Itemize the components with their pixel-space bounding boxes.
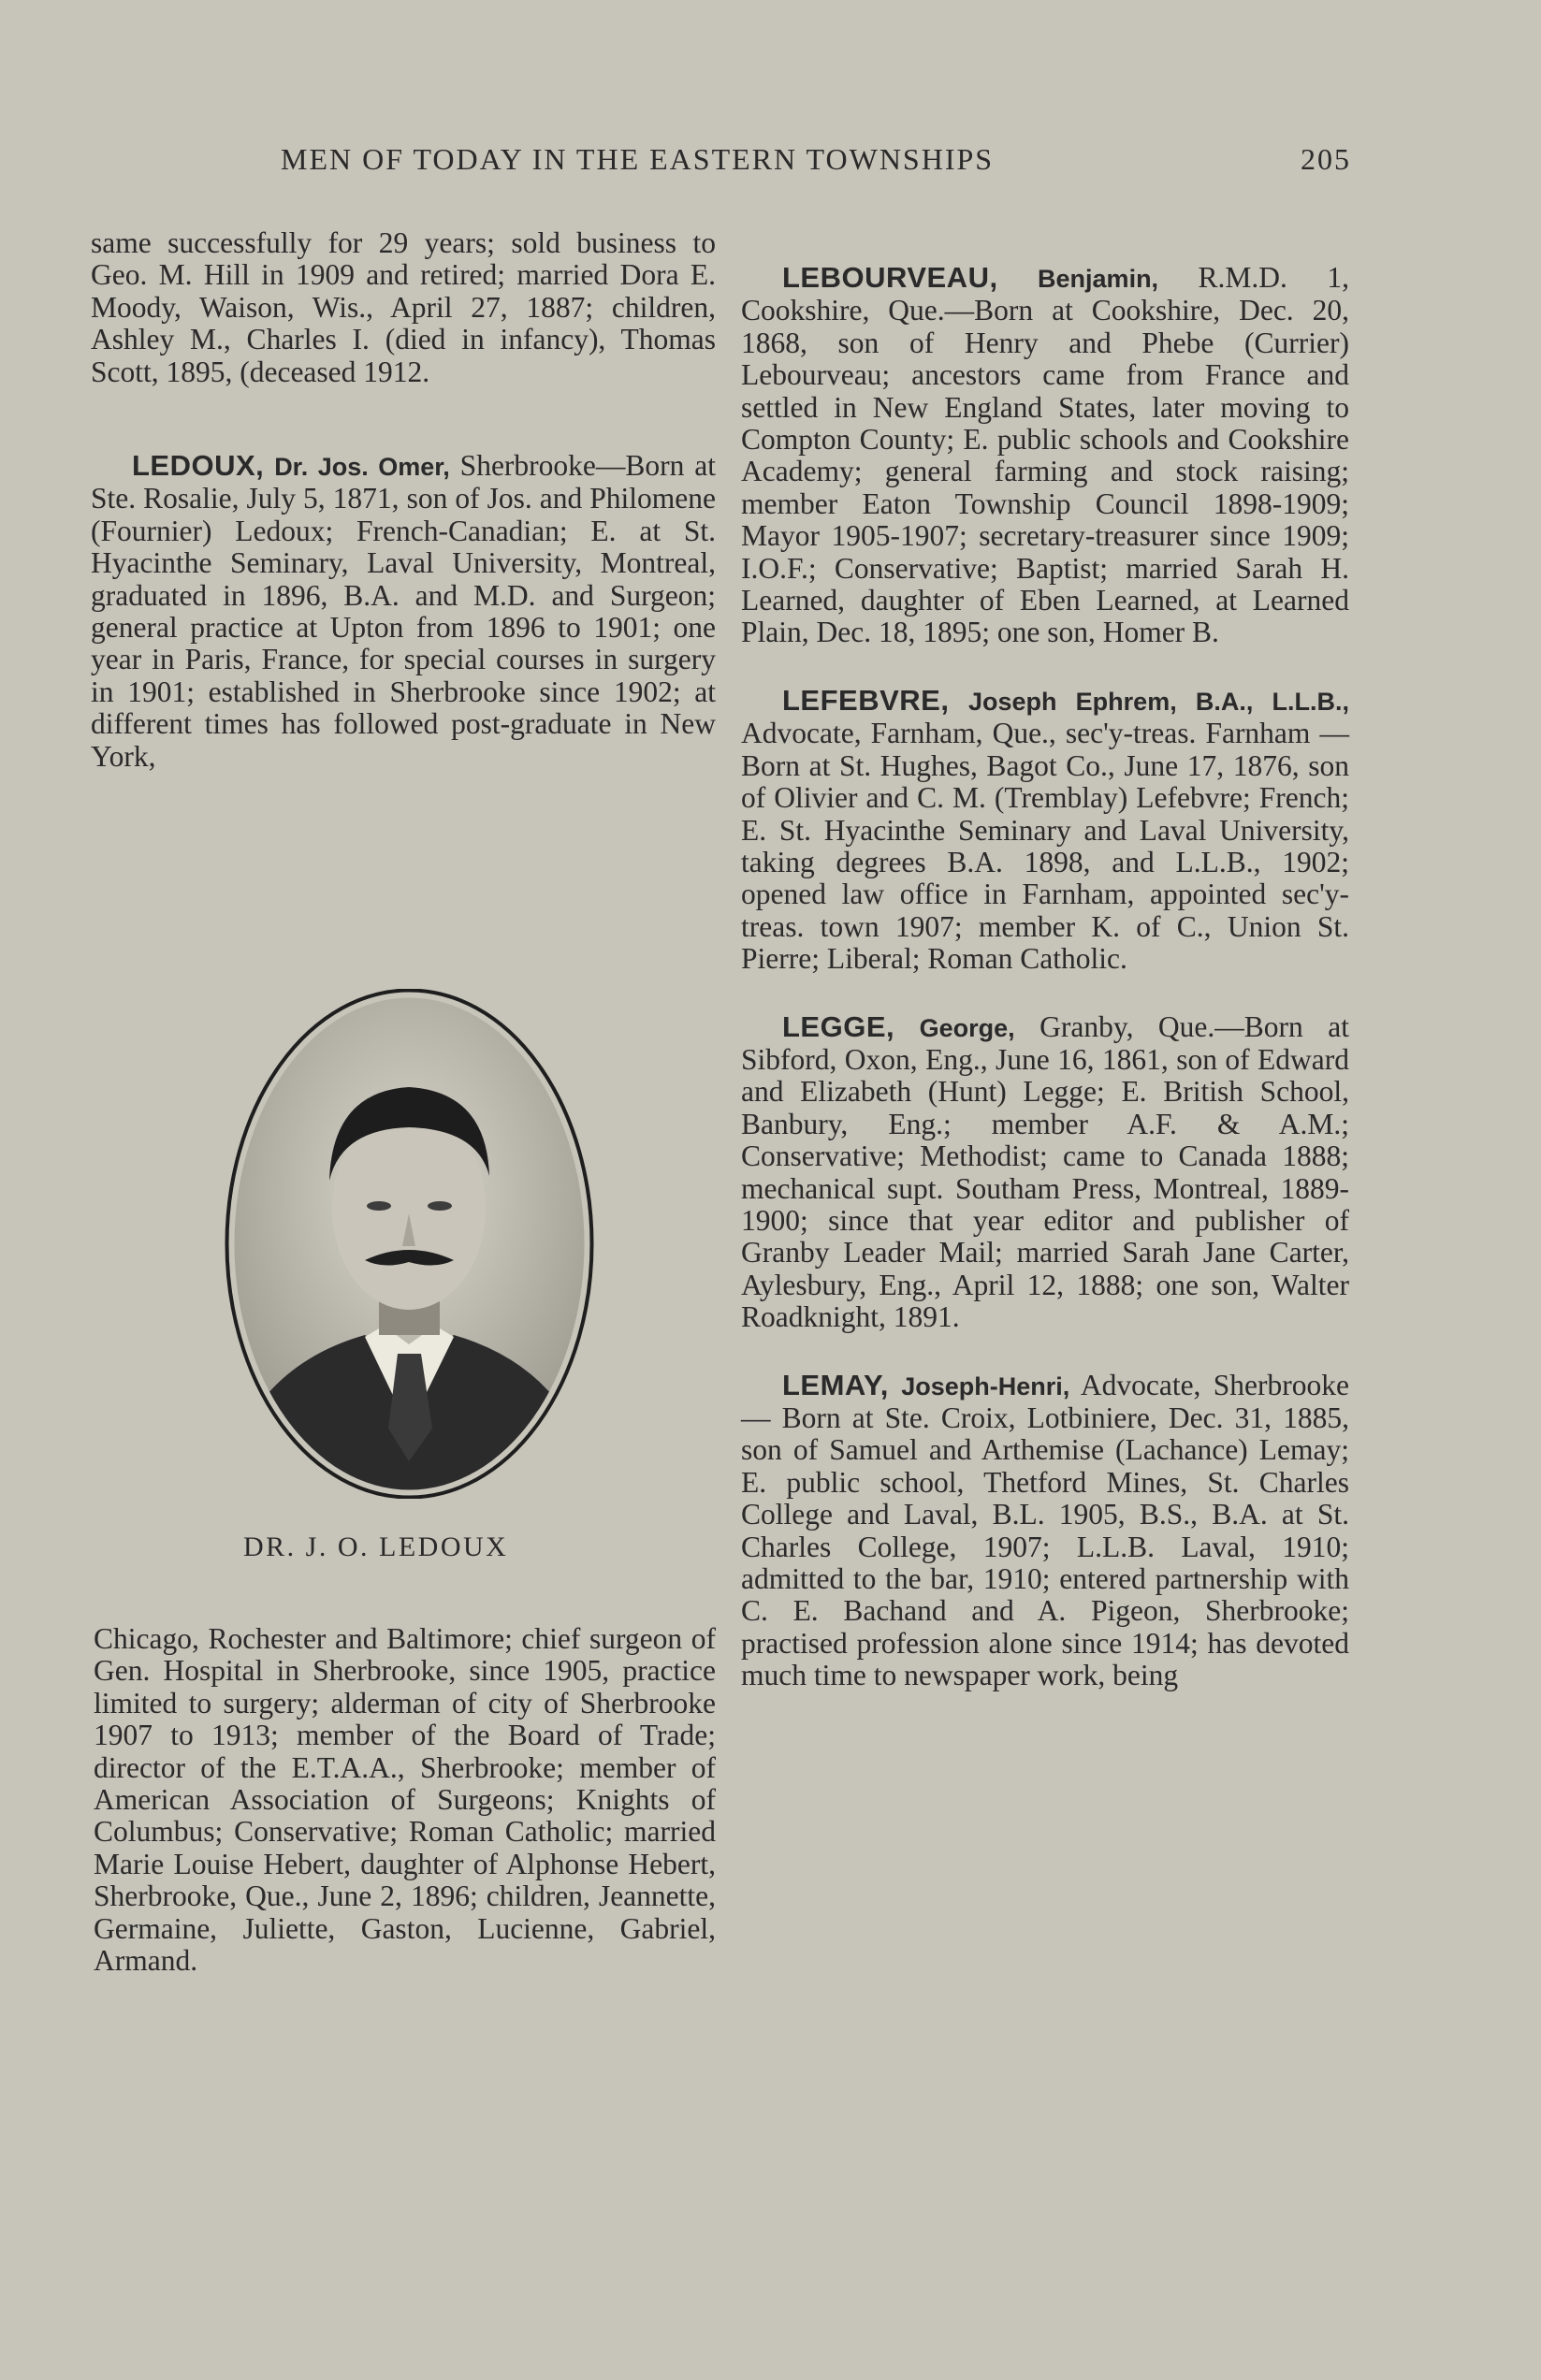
- entry-text: R.M.D. 1, Cookshire, Que.—Born at Cookshire, Dec. 20, 1868, son of Henry and Phebe (Currier) Lebourveau; ancestors came from France and settled in New England States, later moving to Compton County; E. public schools and Cookshire Academy; general farming and stock raising; member Eaton Township Council 1898-1909; Mayor 1905-1907; secretary-treasurer since 1909; I.O.F.; Conservative; Baptist; married Sarah H. Learned, daughter of Eben Learned, at Learned Plain, Dec. 18, 1895; one son, Homer B.: [741, 261, 1349, 649]
- entry-ledoux-continued: Chicago, Rochester and Baltimore; chief surgeon of Gen. Hospital in Sherbrooke, since 1905, practice limited to surgery; alderman of city of Sherbrooke 1907 to 1913; member of the Board of Trade; director of the E.T.A.A., Sherbrooke; member of American Association of Surgeons; Knights of Columbus; Conservative; Roman Catholic; married Marie Louise Hebert, daughter of Alphonse Hebert, Sherbrooke, Que., June 2, 1896; children, Jeannette, Germaine, Juliette, Gaston, Lucienne, Gabriel, Armand.: [94, 1622, 716, 1978]
- left-column-bottom: [94, 1623, 716, 1977]
- portrait-caption: DR. J. O. LEDOUX: [243, 1531, 509, 1562]
- entry-surname: LEFEBVRE,: [782, 683, 950, 717]
- entry-given-name: Joseph-Henri,: [901, 1371, 1070, 1400]
- entry-given-name: Dr. Jos. Omer,: [274, 453, 450, 482]
- running-title: MEN OF TODAY IN THE EASTERN TOWNSHIPS: [281, 142, 995, 176]
- right-column: [741, 262, 1349, 1728]
- portrait-photo: [225, 989, 594, 1499]
- entry-surname: LEMAY,: [782, 1368, 889, 1401]
- entry-surname: LEGGE,: [782, 1009, 895, 1043]
- entry-legge: [741, 1011, 1349, 1334]
- entry-text: Advocate, Farnham, Que., sec'y-treas. Farnham — Born at St. Hughes, Bagot Co., June 17, 1876, son of Olivier and C. M. (Tremblay) Lefebvre; French; E. St. Hyacinthe Seminary and Laval University, taking degrees B.A. 1898, and L.L.B., 1902; opened law office in Farnham, appointed sec'y-treas. town 1907; member K. of C., Union St. Pierre; Liberal; Roman Catholic.: [741, 717, 1349, 976]
- entry-given-name: Benjamin,: [1038, 265, 1159, 293]
- entry-given-name: Joseph Ephrem, B.A., L.L.B.,: [968, 687, 1349, 716]
- entry-ledoux: [91, 450, 716, 773]
- left-column-top: [91, 227, 716, 808]
- portrait-image: [225, 989, 594, 1499]
- entry-text: Sherbrooke—Born at Ste. Rosalie, July 5, 1871, son of Jos. and Philomene (Fournier) Ledoux; French-Canadian; E. at St. Hyacinthe Seminary, Laval University, Montreal, graduated in 1896, B.A. and M.D. and Surgeon; general practice at Upton from 1896 to 1901; one year in Paris, France, for special courses in surgery in 1901; established in Sherbrooke since 1902; at different times has followed post-graduate in New York,: [91, 449, 717, 773]
- entry-text: Granby, Que.—Born at Sibford, Oxon, Eng., June 16, 1861, son of Edward and Elizabeth (Hunt) Legge; E. British School, Banbury, Eng.; member A.F. & A.M.; Conservative; Methodist; came to Canada 1888; mechanical supt. Southam Press, Montreal, 1889-1900; since that year editor and publisher of Granby Leader Mail; married Sarah Jane Carter, Aylesbury, Eng., April 12, 1888; one son, Walter Roadknight, 1891.: [741, 1009, 1349, 1334]
- entry-lefebvre: [741, 685, 1349, 976]
- continuation-paragraph: same successfully for 29 years; sold business to Geo. M. Hill in 1909 and retired; married Dora E. Moody, Waison, Wis., April 27, 1887; children, Ashley M., Charles I. (died in infancy), Thomas Scott, 1895, (deceased 1912.: [91, 226, 716, 388]
- entry-lebourveau: [741, 262, 1349, 649]
- page-number: 205: [1301, 142, 1351, 176]
- entry-surname: LEDOUX,: [132, 449, 265, 483]
- entry-lemay: [741, 1370, 1349, 1692]
- entry-surname: LEBOURVEAU,: [782, 261, 998, 294]
- entry-given-name: George,: [919, 1013, 1015, 1042]
- entry-text: Advocate, Sherbrooke — Born at Ste. Croix, Lotbiniere, Dec. 31, 1885, son of Samuel and Arthemise (Lachance) Lemay; E. public school, Thetford Mines, St. Charles College and Laval, B.L. 1905, B.S., B.A. at St. Charles College, 1907; L.L.B. Laval, 1910; admitted to the bar, 1910; entered partnership with C. E. Bachand and A. Pigeon, Sherbrooke; practised profession alone since 1914; has devoted much time to newspaper work, being: [741, 1368, 1349, 1692]
